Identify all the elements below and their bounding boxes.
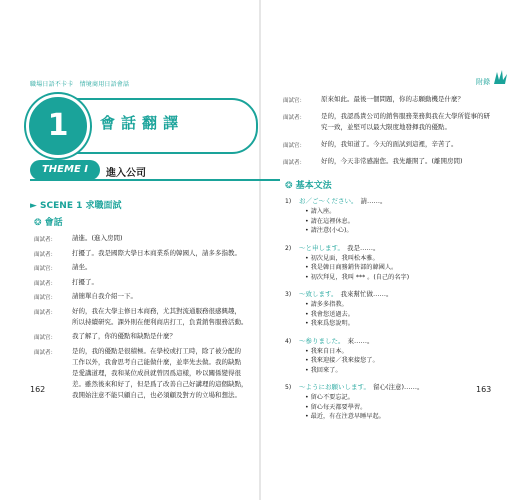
grammar-japanese: ～と申します。 — [299, 243, 344, 252]
dialogue-text — [72, 291, 256, 302]
bullet-icon: • — [305, 217, 311, 225]
left-dialogue — [34, 233, 256, 404]
dialogue-row — [34, 248, 256, 259]
grammar-number: 3) — [285, 291, 292, 298]
grammar-item — [285, 243, 500, 283]
grammar-example — [285, 393, 500, 403]
grammar-example — [285, 226, 500, 236]
grammar-example — [285, 412, 500, 422]
bullet-icon: • — [305, 320, 311, 327]
grammar-list — [285, 196, 500, 429]
dialogue-line: 是的，我認爲貴公司的銷售服務業務與我在大學所從事的研 — [321, 112, 490, 120]
grammar-example-text: 留心不要忘記。 — [310, 394, 354, 401]
dialogue-row — [34, 233, 256, 244]
dialogue-line: 是愛講道理，我和某位成員就曾因爲這樣，吵以關係變得很 — [72, 368, 241, 377]
dialogue-text — [72, 233, 256, 244]
bullet-icon: • — [305, 301, 311, 308]
grammar-example-text: 我來爲您說明。 — [310, 320, 354, 327]
theme-label: THEME I — [41, 164, 88, 175]
grammar-example-text: 請注意(小心)。 — [310, 227, 353, 234]
speaker-label: 面試官： — [34, 335, 57, 341]
grammar-item — [285, 336, 500, 376]
running-header-left: 職場日語不卡卡 情境商用日語會話 — [30, 81, 130, 88]
grammar-pattern — [285, 382, 500, 393]
dialogue-line: 我了解了，你的優點和缺點是什麼？ — [72, 332, 176, 340]
speaker-label: 面試者： — [34, 280, 57, 287]
grammar-example — [285, 310, 500, 320]
grammar-example-text: 我來迎接／我來接您了。 — [310, 357, 379, 364]
grammar-example-text: 請多多指教。 — [310, 301, 348, 308]
grammar-number: 4) — [285, 337, 292, 345]
dialogue-row — [34, 262, 256, 273]
grammar-item — [285, 196, 500, 236]
grammar-pattern — [285, 243, 500, 254]
theme-name: 進入公司 — [106, 168, 146, 179]
dialogue-line: 工作以外，我會思考自己能做什麼，並率先去做。我的缺點 — [72, 357, 241, 366]
grammar-meaning: 我是……。 — [346, 243, 380, 252]
dialogue-row — [34, 346, 256, 401]
grammar-item — [285, 382, 500, 422]
grammar-example — [285, 356, 500, 366]
grammar-pattern — [285, 196, 500, 207]
grammar-example — [285, 403, 500, 413]
dialogue-text — [321, 94, 498, 105]
grammar-example-text: 初次見面，我叫松本雅。 — [310, 254, 379, 262]
dialogue-line: 請簡單自我介紹一下。 — [72, 292, 137, 300]
speaker-label: 面試者： — [34, 251, 57, 258]
dialogue-row — [34, 331, 256, 342]
grammar-japanese: ～参りました。 — [299, 336, 345, 345]
grammar-meaning: 我來幫忙做……。 — [340, 290, 393, 298]
dialogue-line: 是的，我的優點是很積極。在學校或打工時，除了被分配的 — [72, 346, 241, 355]
dialogue-text — [72, 248, 256, 259]
grammar-example — [285, 273, 500, 283]
dialogue-text — [72, 346, 256, 401]
grammar-example — [285, 263, 500, 273]
grammar-example-text: 最近，有在注意早睡早起。 — [310, 413, 385, 420]
dialogue-text — [72, 331, 256, 342]
bullet-icon: • — [305, 227, 311, 234]
bullet-icon: • — [305, 264, 311, 271]
grammar-example-text: 我會您送過去。 — [310, 310, 354, 318]
grammar-meaning: 來……。 — [347, 336, 374, 345]
dialogue-row — [34, 277, 256, 288]
grammar-example-text: 我是韓日商務銷售部的韓國人。 — [310, 264, 398, 271]
page-number-left: 162 — [30, 385, 46, 394]
grammar-example — [285, 366, 500, 376]
grammar-japanese: お／ご～ください。 — [299, 197, 358, 205]
grammar-example-text: 初次拜見，我叫 *** 。(自己的名字) — [310, 273, 410, 281]
dialogue-text — [72, 277, 256, 288]
leaf-icon — [491, 68, 509, 86]
dialogue-line: 好的，我知道了。今天的面試到這裡，辛苦了。 — [321, 140, 458, 148]
page-number-right: 163 — [476, 385, 492, 394]
dialogue-line: 究一致，並堅可以最大限度地發揮我的優點。 — [321, 123, 451, 131]
scene-heading: ► SCENE 1 求職面試 — [30, 201, 122, 211]
title-number: 1 — [47, 108, 69, 143]
bullet-icon: • — [305, 357, 311, 364]
grammar-example-text: 我回來了。 — [310, 366, 342, 374]
bullet-icon: • — [305, 413, 311, 420]
bullet-icon: • — [305, 394, 311, 401]
grammar-meaning: 留心(注意)……。 — [372, 383, 424, 391]
speaker-label: 面試者： — [34, 349, 57, 356]
grammar-example — [285, 319, 500, 329]
dialogue-line: 所以持續研究。課外則在便利商店打工，負責銷售服務活動。 — [72, 317, 248, 326]
grammar-example — [285, 347, 500, 357]
grammar-example — [285, 207, 500, 217]
speaker-label: 面試官： — [283, 98, 306, 104]
grammar-example-text: 請入座。 — [310, 208, 336, 215]
dialogue-line: 好的，我在大學主修日本商務，尤其對流通服務很感興趣， — [72, 306, 241, 315]
dialogue-row — [283, 94, 498, 105]
bullet-icon: • — [305, 366, 311, 374]
speaker-label: 面試官： — [34, 266, 57, 272]
running-header-right: 附錄 — [476, 78, 491, 86]
dialogue-line: 差。雖然後來和好了，但是爲了改善自己好講理的這個缺點， — [72, 379, 248, 388]
grammar-meaning: 請……。 — [360, 197, 387, 205]
speaker-label: 面試者： — [34, 237, 57, 243]
grammar-example-text: 我來自日本。 — [310, 347, 348, 355]
dialogue-line: 我開始注意不能只顧自己，也必須顧及對方的立場和想法。 — [72, 390, 241, 399]
speaker-label: 面試者： — [283, 160, 306, 166]
bullet-icon: • — [305, 347, 311, 355]
bullet-icon: • — [305, 208, 311, 215]
grammar-item — [285, 289, 500, 329]
dialogue-text — [321, 111, 498, 133]
grammar-heading: ❂ 基本文法 — [285, 181, 332, 191]
dialogue-row — [283, 156, 498, 167]
grammar-japanese: ～致します。 — [299, 290, 338, 298]
dialogue-line: 好的，今天非常感謝您。我先離開了。(離開房間) — [321, 157, 463, 165]
dialogue-row — [34, 306, 256, 328]
dialogue-row — [34, 291, 256, 302]
grammar-number: 1) — [285, 198, 292, 205]
dialogue-line: 請進。(進入房間) — [72, 234, 123, 242]
right-dialogue — [283, 94, 498, 173]
dialogue-text — [72, 262, 256, 273]
dialogue-line: 原來如此。最後一個問題，你的志願動機是什麼？ — [321, 95, 464, 103]
grammar-number: 5) — [285, 384, 292, 391]
grammar-example — [285, 217, 500, 227]
dialogue-text — [72, 306, 256, 328]
grammar-example — [285, 254, 500, 264]
dialogue-line: 打擾了。 — [72, 277, 98, 286]
grammar-example — [285, 300, 500, 310]
dialogue-line: 打擾了。我是國際大學日本商業系的韓國人，請多多指教。 — [72, 248, 241, 257]
grammar-example-text: 請在這裡休息。 — [310, 217, 354, 225]
page-title: 會話翻譯 — [100, 114, 185, 132]
speaker-label: 面試者： — [34, 309, 57, 316]
grammar-pattern — [285, 289, 500, 300]
dialogue-row — [283, 111, 498, 133]
speaker-label: 面試者： — [283, 115, 306, 121]
grammar-example-text: 留心每天都要學習。 — [310, 403, 367, 411]
dialogue-text — [321, 156, 498, 167]
dialogue-line: 請坐。 — [72, 263, 92, 271]
grammar-pattern — [285, 336, 500, 347]
conversation-heading: ❂ 會話 — [34, 218, 63, 228]
bullet-icon: • — [305, 403, 311, 411]
speaker-label: 面試官： — [34, 295, 57, 301]
grammar-number: 2) — [285, 244, 292, 252]
page-fold — [259, 0, 261, 500]
bullet-icon: • — [305, 310, 311, 318]
dialogue-row — [283, 139, 498, 150]
bullet-icon: • — [305, 273, 311, 281]
speaker-label: 面試官： — [283, 143, 306, 149]
dialogue-text — [321, 139, 498, 150]
grammar-japanese: ～ようにお願いします。 — [299, 383, 370, 391]
bullet-icon: • — [305, 254, 311, 262]
